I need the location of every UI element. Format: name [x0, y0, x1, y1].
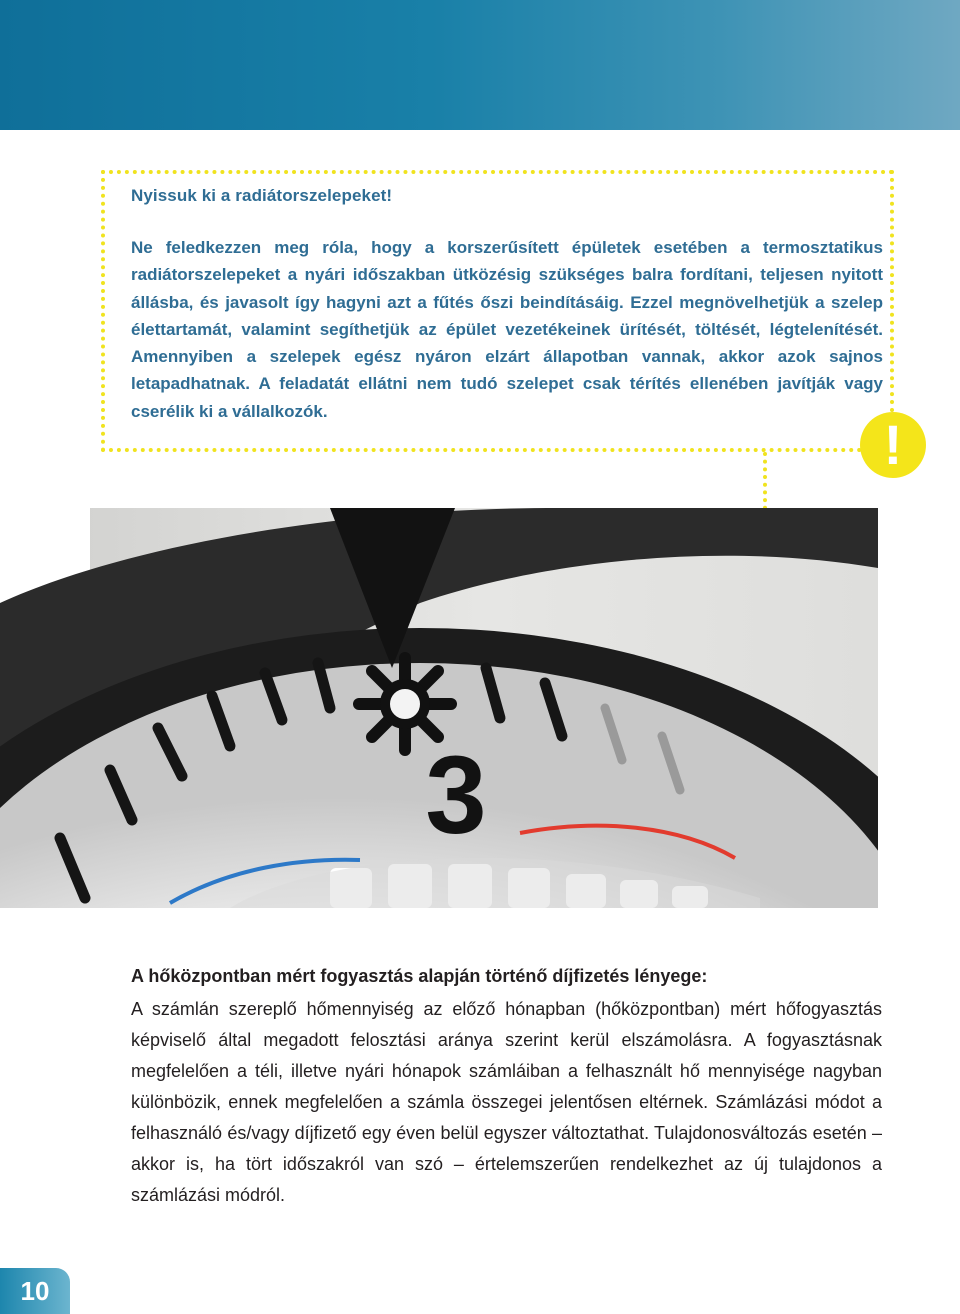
exclamation-icon: ! [860, 412, 926, 478]
notice-title: Nyissuk ki a radiátorszelepeket! [131, 186, 393, 205]
page-number: 10 [0, 1268, 70, 1314]
header-band [0, 0, 960, 130]
notice-text: Ne feledkezzen meg róla, hogy a korszerűsített épületek esetében a termosztatikus radiátorszelepeket a nyári időszakban ütközésig szükséges balra fordítani, teljesen nyitott állásba, és javasolt így hagyni azt a fűtés őszi beindításáig. Ezzel megnövelhetjük a szelep élettartamát, valamint segíthetjük az épület vezetékeinek ürítését, töltését, légtelenítését. Amennyiben a szelepek egész nyáron elzárt állapotban vannak, akkor azok sajnos letapadhatnak. A feladatát ellátni nem tudó szelepet csak térítés ellenében javítják vagy cserélik ki a vállalkozók. [131, 238, 883, 421]
thermostat-valve-photo [0, 508, 878, 908]
dial-number: 3 [425, 734, 487, 857]
section-title: A hőközpontban mért fogyasztás alapján történő díjfizetés lényege: [131, 966, 708, 986]
section-text: A számlán szereplő hőmennyiség az előző hónapban (hőközpontban) mért hőfogyasztás képviselő által megadott felosztási aránya szerint kerül elszámolásra. A fogyasztásnak megfelelően a téli, illetve nyári hónapok számláiban a felhasznált hő mennyisége nagyban különbözik, ennek megfelelően a számla összegei jelentősen eltérnek. Számlázási módot a felhasználó és/vagy díjfizető egy éven belül egyszer változtathat. Tulajdonosváltozás esetén – akkor is, ha tört időszakról van szó – értelemszerűen rendelkezhet az új tulajdonos a számlázási módról. [131, 999, 882, 1205]
